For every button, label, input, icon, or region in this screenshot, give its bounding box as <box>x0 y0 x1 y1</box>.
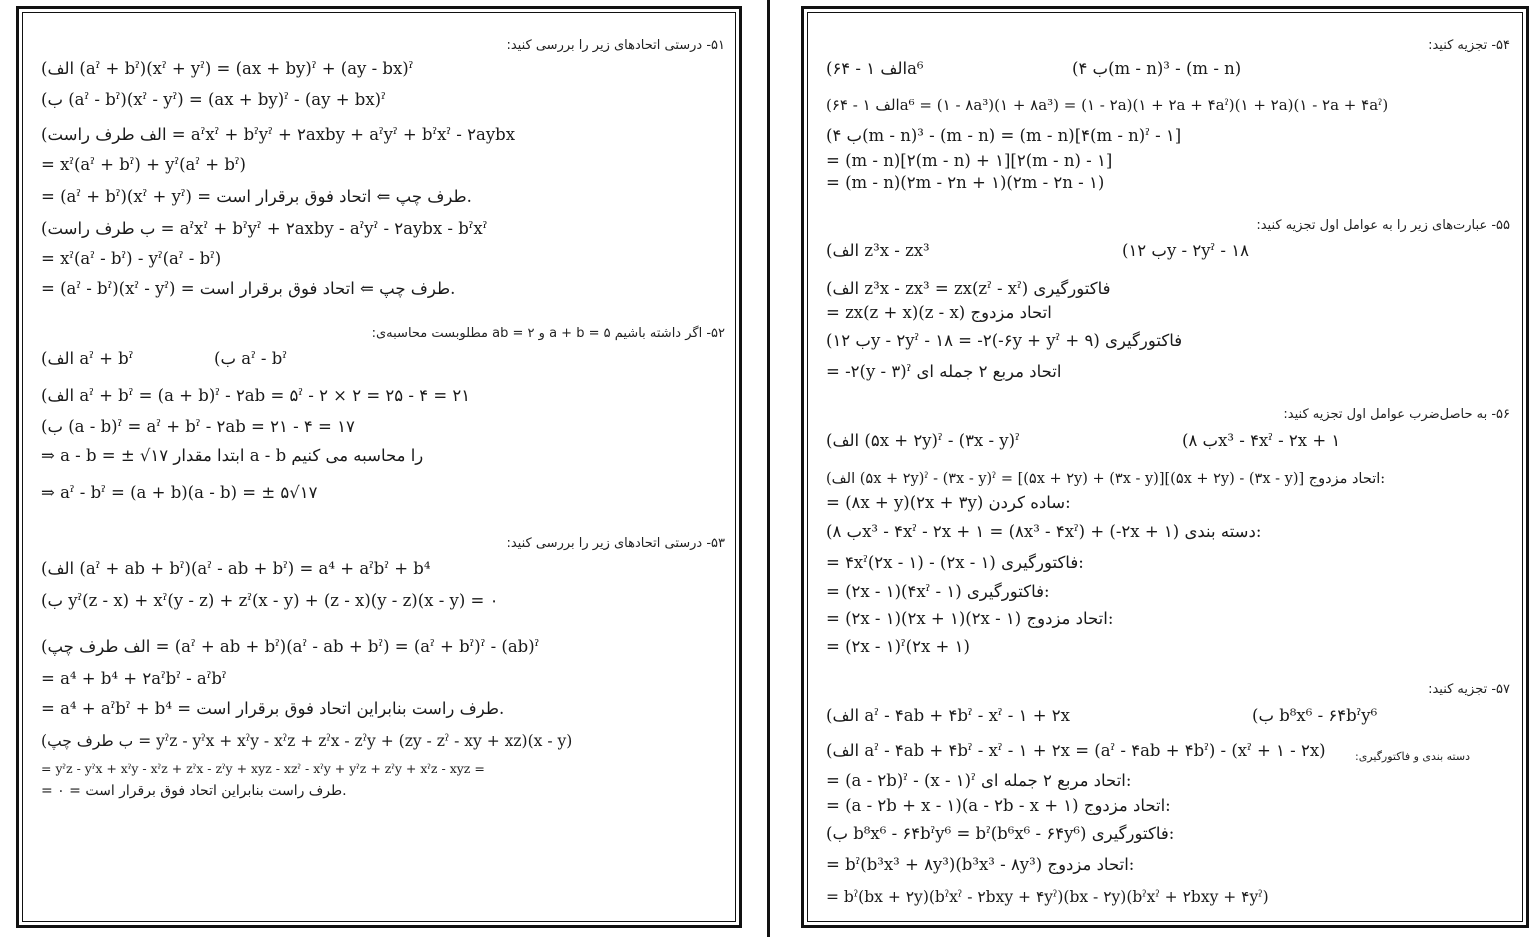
q51-heading: ۵۱- درستی اتحادهای زیر را بررسی کنید: <box>506 38 725 53</box>
q57-line-1: (الف aˀ - ۴ab + ۴bˀ - xˀ - ۱ + ۲x = (aˀ - ۴ab + ۴bˀ) - (xˀ + ۱ - ۲x) <box>826 741 1326 760</box>
q51-line-3: (الف طرف راست = aˀxˀ + bˀyˀ + ۲axby + aˀyˀ + bˀxˀ - ۲aybx <box>41 125 516 144</box>
q54-line-2: (ب ۴(m - n)³ - (m - n) = (m - n)[۴(m - n)ˀ - ۱] <box>826 126 1182 145</box>
q53-line-1: (الف (aˀ + ab + bˀ)(aˀ - ab + bˀ) = a⁴ + aˀbˀ + b⁴ <box>41 559 431 578</box>
q57-side-note: دسته بندی و فاکتورگیری: <box>1354 750 1470 763</box>
q57-line-3: = (a - ۲b + x - ۱)(a - ۲b - x + ۱) اتحاد مزدوج: <box>826 796 1171 815</box>
q56-part-a: (الف (۵x + ۲y)ˀ - (۳x - y)ˀ <box>826 431 1020 450</box>
q55-line-2: = zx(z + x)(z - x) اتحاد مزدوج <box>826 303 1052 322</box>
q51-line-1: (الف (aˀ + bˀ)(xˀ + yˀ) = (ax + by)ˀ + (ay - bx)ˀ <box>41 59 414 78</box>
q53-line-7: = yˀz - yˀx + xˀy - xˀz + zˀx - zˀy + xyz - xzˀ - xˀy + yˀz + zˀy + xˀz - xyz = <box>41 761 485 776</box>
q57-part-b: (ب b⁸x⁶ - ۶۴bˀy⁶ <box>1252 706 1378 725</box>
q56-line-1: (الف (۵x + ۲y)ˀ - (۳x - y)ˀ = [(۵x + ۲y) + (۳x - y)][(۵x + ۲y) - (۳x - y)] اتحاد مزدوج: <box>826 471 1386 487</box>
q56-line-4: = ۴xˀ(۲x - ۱) - (۲x - ۱) فاکتورگیری: <box>826 553 1084 572</box>
q56-line-3: (ب ۸x³ - ۴xˀ - ۲x + ۱ = (۸x³ - ۴xˀ) + (-۲x + ۱) دسته بندی: <box>826 522 1262 541</box>
q51-line-8: = (aˀ - bˀ)(xˀ - yˀ) = طرف چپ ⇐ اتحاد فوق برقرار است. <box>41 279 456 298</box>
q56-line-5: = (۲x - ۱)(۴xˀ - ۱) فاکتورگیری: <box>826 582 1050 601</box>
q56-line-2: = (۸x + y)(۲x + ۳y) ساده کردن: <box>826 493 1071 512</box>
q54-line-3: = (m - n)[۲(m - n) + ۱][۲(m - n) - ۱] <box>826 151 1113 170</box>
q53-line-4: = a⁴ + b⁴ + ۲aˀbˀ - aˀbˀ <box>41 669 227 688</box>
q52-line-3: ⇒ a - b = ± √۱۷ ابتدا مقدار a - b را محاسبه می کنیم <box>41 446 424 465</box>
q51-line-2: (ب (aˀ - bˀ)(xˀ - yˀ) = (ax + by)ˀ - (ay + bx)ˀ <box>41 90 386 109</box>
q52-line-4: ⇒ aˀ - bˀ = (a + b)(a - b) = ± ۵√۱۷ <box>41 483 318 502</box>
q55-part-b: (ب ۱۲y - ۲yˀ - ۱۸ <box>1122 241 1249 260</box>
q56-part-b: (ب ۸x³ - ۴xˀ - ۲x + ۱ <box>1182 431 1341 450</box>
q52-heading: ۵۲- اگر داشته باشیم a + b = ۵ و ab = ۲ مطلوبست محاسبه‌ی: <box>371 326 725 341</box>
q54-heading: ۵۴- تجزیه کنید: <box>1428 38 1510 53</box>
q57-line-6: = bˀ(bx + ۲y)(bˀxˀ - ۲bxy + ۴yˀ)(bx - ۲y)(bˀxˀ + ۲bxy + ۴yˀ) <box>826 888 1269 906</box>
q54-line-4: = (m - n)(۲m - ۲n + ۱)(۲m - ۲n - ۱) <box>826 173 1105 192</box>
q51-line-6: (ب طرف راست = aˀxˀ + bˀyˀ + ۲axby - aˀyˀ - ۲aybx - bˀxˀ <box>41 219 488 238</box>
q55-line-4: = -۲(y - ۳)ˀ اتحاد مربع ۲ جمله ای <box>826 362 1062 381</box>
q52-line-2: (ب (a - b)ˀ = aˀ + bˀ - ۲ab = ۲۱ - ۴ = ۱۷ <box>41 417 355 436</box>
q51-line-7: = xˀ(aˀ - bˀ) - yˀ(aˀ - bˀ) <box>41 249 222 268</box>
q54-line-1: (الف ۱ - ۶۴a⁶ = (۱ - ۸a³)(۱ + ۸a³) = (۱ - ۲a)(۱ + ۲a + ۴aˀ)(۱ + ۲a)(۱ - ۲a + ۴aˀ) <box>826 96 1389 114</box>
q52-part-a: (الف aˀ + bˀ <box>41 349 134 368</box>
q51-line-5: = (aˀ + bˀ)(xˀ + yˀ) = طرف چپ ⇐ اتحاد فوق برقرار است. <box>41 187 472 206</box>
q53-line-6: (ب طرف چپ = yˀz - yˀx + xˀy - xˀz + zˀx - zˀy + (zy - zˀ - xy + xz)(x - y) <box>41 732 573 750</box>
q53-line-2: (ب yˀ(z - x) + xˀ(y - z) + zˀ(x - y) + (z - x)(y - z)(x - y) = ۰ <box>41 591 499 610</box>
q56-line-6: = (۲x - ۱)(۲x + ۱)(۲x - ۱) اتحاد مزدوج: <box>826 609 1114 628</box>
q56-line-7: = (۲x - ۱)ˀ(۲x + ۱) <box>826 637 970 656</box>
page-divider <box>767 0 770 937</box>
q57-line-2: = (a - ۲b)ˀ - (x - ۱)ˀ اتحاد مربع ۲ جمله ای: <box>826 771 1132 790</box>
q57-heading: ۵۷- تجزیه کنید: <box>1428 682 1510 697</box>
q57-line-4: (ب b⁸x⁶ - ۶۴bˀy⁶ = bˀ(b⁶x⁶ - ۶۴y⁶) فاکتورگیری: <box>826 824 1175 843</box>
q55-heading: ۵۵- عبارت‌های زیر را به عوامل اول تجزیه کنید: <box>1256 218 1510 233</box>
q51-line-4: = xˀ(aˀ + bˀ) + yˀ(aˀ + bˀ) <box>41 155 246 174</box>
q52-line-1: (الف aˀ + bˀ = (a + b)ˀ - ۲ab = ۵ˀ - ۲ × ۲ = ۲۵ - ۴ = ۲۱ <box>41 386 471 405</box>
q55-line-1: (الف z³x - zx³ = zx(zˀ - xˀ) فاکتورگیری <box>826 279 1111 298</box>
q55-line-3: (ب ۱۲y - ۲yˀ - ۱۸ = -۲(-۶y + yˀ + ۹) فاکتورگیری <box>826 331 1183 350</box>
q57-part-a: (الف aˀ - ۴ab + ۴bˀ - xˀ - ۱ + ۲x <box>826 706 1070 725</box>
q53-heading: ۵۳- درستی اتحادهای زیر را بررسی کنید: <box>506 536 725 551</box>
left-page <box>16 6 742 928</box>
q52-part-b: (ب aˀ - bˀ <box>214 349 287 368</box>
q53-line-8: = ۰ = طرف راست بنابراین اتحاد فوق برقرار است. <box>41 783 347 799</box>
q53-line-3: (الف طرف چپ = (aˀ + ab + bˀ)(aˀ - ab + bˀ) = (aˀ + bˀ)ˀ - (ab)ˀ <box>41 637 540 656</box>
q57-line-5: = bˀ(b³x³ + ۸y³)(b³x³ - ۸y³) اتحاد مزدوج: <box>826 855 1135 874</box>
right-page <box>801 6 1529 928</box>
q53-line-5: = a⁴ + aˀbˀ + b⁴ = طرف راست بنابراین اتحاد فوق برقرار است. <box>41 699 505 718</box>
q54-part-b: (ب ۴(m - n)³ - (m - n) <box>1072 59 1242 78</box>
q54-part-a: (الف ۱ - ۶۴a⁶ <box>826 59 924 78</box>
q55-part-a: (الف z³x - zx³ <box>826 241 930 260</box>
q56-heading: ۵۶- به حاصل‌ضرب عوامل اول تجزیه کنید: <box>1283 407 1510 422</box>
